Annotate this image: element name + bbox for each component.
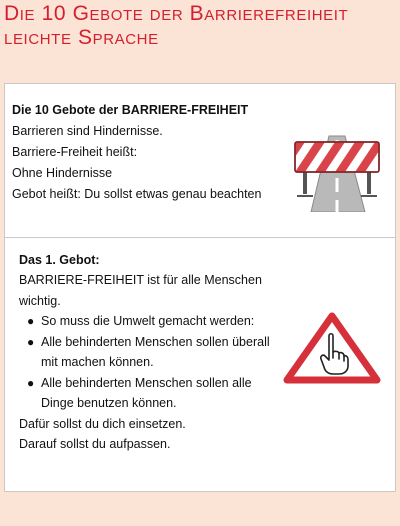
bullet-dot-icon: ● bbox=[27, 375, 35, 390]
bullet-dot-icon: ● bbox=[27, 314, 35, 328]
list-item bbox=[19, 373, 279, 414]
bullet-dot-icon: ● bbox=[27, 334, 35, 349]
list-item bbox=[19, 332, 279, 373]
section-intro-line: Barriere-Freiheit heißt: bbox=[12, 145, 138, 159]
section-divider bbox=[5, 237, 395, 238]
section-intro-line: Barrieren sind Hindernisse. bbox=[12, 124, 163, 138]
gebot-outro-line: Darauf sollst du aufpassen. bbox=[19, 437, 171, 451]
section-gebot-1 bbox=[19, 250, 279, 455]
gebot-bullet-list bbox=[19, 311, 279, 414]
section-intro-title: Die 10 Gebote der BARRIERE-FREIHEIT bbox=[12, 103, 249, 117]
gebot-intro-line: wichtig. bbox=[19, 293, 61, 308]
list-item-text: Dinge benutzen können. bbox=[41, 396, 177, 410]
gebot-title: Das 1. Gebot: bbox=[19, 253, 100, 267]
list-item-text: mit machen können. bbox=[41, 355, 154, 369]
warning-triangle-icon bbox=[283, 312, 381, 384]
section-intro bbox=[12, 100, 282, 205]
list-item-text: Alle behinderten Menschen sollen überall bbox=[41, 334, 270, 349]
content-card bbox=[4, 83, 396, 492]
road-barrier-icon bbox=[289, 120, 385, 212]
header-title-line2: leichte Sprache bbox=[4, 26, 159, 49]
page-header bbox=[0, 0, 400, 62]
list-item-text: So muss die Umwelt gemacht werden: bbox=[41, 314, 255, 328]
header-title-line1: Die 10 Gebote der Barrierefreiheit bbox=[4, 2, 349, 25]
list-item bbox=[19, 311, 279, 332]
section-intro-line: Ohne Hindernisse bbox=[12, 166, 113, 180]
section-intro-line: Gebot heißt: Du sollst etwas genau beachten bbox=[12, 187, 262, 201]
gebot-intro-line: BARRIERE-FREIHEIT ist für alle Menschen bbox=[19, 273, 262, 287]
gebot-outro-line: Dafür sollst du dich einsetzen. bbox=[19, 416, 186, 431]
list-item-text: Alle behinderten Menschen sollen alle bbox=[41, 375, 252, 390]
